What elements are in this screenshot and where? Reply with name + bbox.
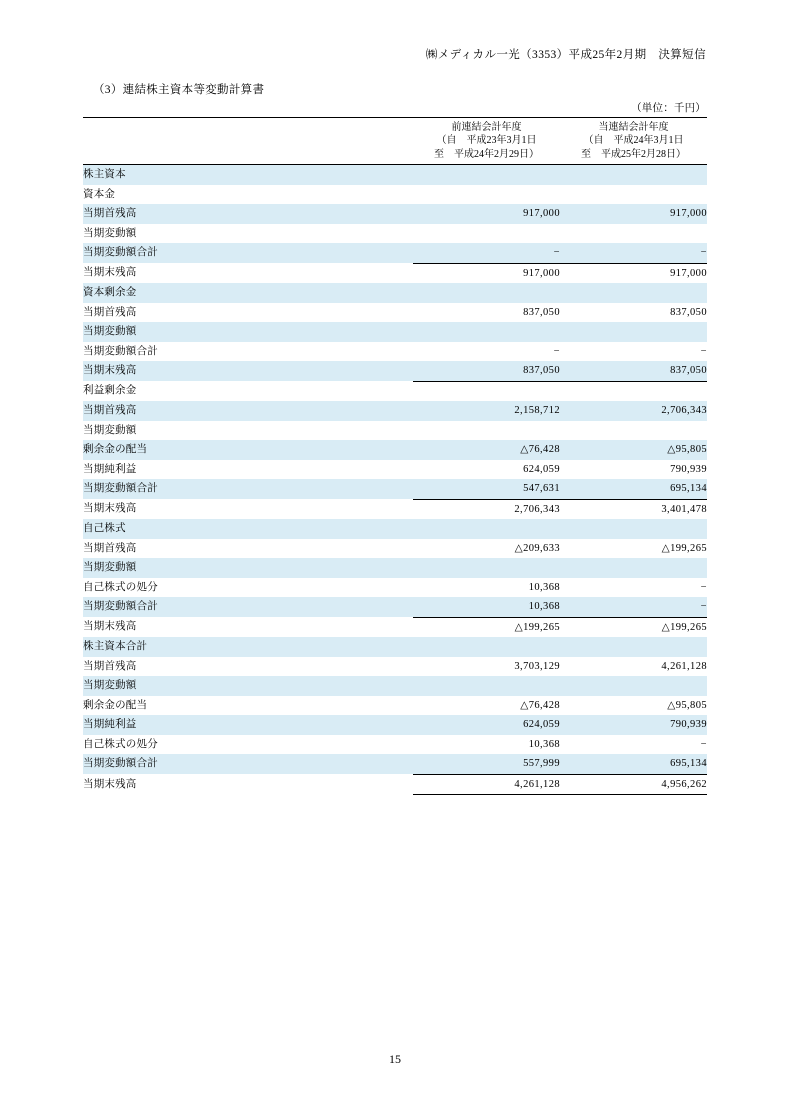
row-label: 当期首残高	[83, 204, 413, 224]
row-label: 当期首残高	[83, 401, 413, 421]
cell-current-period	[560, 322, 707, 342]
cell-current-period	[560, 558, 707, 578]
table-row	[83, 283, 707, 303]
cell-current-period: −	[700, 738, 707, 750]
row-label: 当期変動額	[83, 424, 137, 436]
row-label: 当期末残高	[83, 778, 137, 790]
cell-previous-period: 3,703,129	[514, 660, 560, 672]
table-row	[83, 243, 707, 263]
cell-previous-period: 624,059	[523, 463, 560, 475]
unit-note: （単位：千円）	[631, 103, 706, 114]
header-line: 前連結会計年度	[451, 121, 522, 133]
cell-previous-period: 10,368	[528, 738, 560, 750]
row-label: 当期末残高	[83, 503, 137, 515]
cell-previous-period: 917,000	[413, 204, 560, 224]
header-cell-current-period	[560, 118, 707, 165]
table-row	[83, 440, 707, 460]
statement-of-changes-in-equity-table	[83, 117, 707, 795]
cell-current-period: 695,134	[560, 479, 707, 499]
cell-current-period: 917,000	[670, 267, 707, 279]
cell-previous-period: 10,368	[413, 597, 560, 617]
cell-previous-period	[413, 165, 560, 185]
cell-previous-period: 557,999	[413, 754, 560, 774]
header-line: （自 平成24年3月1日	[583, 135, 684, 147]
cell-previous-period	[413, 637, 560, 657]
row-label: 当期変動額合計	[83, 243, 413, 263]
table-row	[83, 322, 707, 342]
row-label: 当期首残高	[83, 306, 137, 318]
table-row	[83, 696, 707, 716]
cell-current-period: 2,706,343	[560, 401, 707, 421]
cell-previous-period: 2,706,343	[514, 503, 560, 515]
cell-previous-period: 547,631	[413, 479, 560, 499]
row-label: 自己株式の処分	[83, 581, 158, 593]
header-cell-blank	[83, 118, 413, 165]
cell-current-period	[560, 676, 707, 696]
cell-previous-period	[413, 676, 560, 696]
row-label: 当期末残高	[83, 621, 137, 633]
document-header: ㈱メディカル一光（3353）平成25年2月期 決算短信	[425, 49, 706, 61]
row-label: 当期首残高	[83, 542, 137, 554]
row-label: 剰余金の配当	[83, 699, 148, 711]
cell-previous-period: △76,428	[413, 440, 560, 460]
cell-current-period: 4,261,128	[661, 660, 707, 672]
table-row	[83, 754, 707, 774]
table-row	[83, 165, 707, 185]
cell-current-period: △199,265	[661, 621, 707, 633]
cell-previous-period: △76,428	[520, 699, 560, 711]
cell-current-period	[560, 185, 707, 205]
table-row	[83, 637, 707, 657]
table-body	[83, 165, 707, 795]
cell-current-period: △199,265	[661, 542, 707, 554]
cell-current-period	[560, 421, 707, 441]
row-label: 剰余金の配当	[83, 440, 413, 460]
cell-previous-period	[413, 381, 560, 401]
header-line: 至 平成24年2月29日）	[434, 148, 539, 160]
cell-current-period: −	[700, 581, 707, 593]
row-label: 当期変動額	[83, 227, 137, 239]
cell-current-period: 917,000	[560, 204, 707, 224]
cell-current-period: 790,939	[560, 715, 707, 735]
table-row	[83, 421, 707, 441]
table-row	[83, 460, 707, 480]
cell-current-period	[560, 519, 707, 539]
table-row	[83, 657, 707, 677]
cell-current-period: 3,401,478	[661, 503, 707, 515]
header-line: 至 平成25年2月28日）	[581, 148, 686, 160]
cell-current-period: 837,050	[560, 361, 707, 381]
cell-current-period	[560, 637, 707, 657]
table-row	[83, 185, 707, 205]
row-label: 株主資本合計	[83, 637, 413, 657]
cell-previous-period: −	[553, 345, 560, 357]
table-row	[83, 401, 707, 421]
table-row	[83, 735, 707, 755]
table-header	[83, 118, 707, 165]
cell-previous-period	[413, 421, 560, 441]
cell-previous-period	[413, 558, 560, 578]
row-label: 当期純利益	[83, 463, 137, 475]
table-row	[83, 539, 707, 559]
cell-previous-period	[413, 185, 560, 205]
cell-current-period: 695,134	[560, 754, 707, 774]
cell-previous-period: 837,050	[523, 306, 560, 318]
row-label: 当期末残高	[83, 361, 413, 381]
row-label: 当期変動額	[83, 558, 413, 578]
row-label: 当期変動額合計	[83, 754, 413, 774]
cell-previous-period	[413, 283, 560, 303]
row-label: 利益剰余金	[83, 385, 137, 397]
row-label: 当期変動額合計	[83, 597, 413, 617]
table-row	[83, 558, 707, 578]
table-row	[83, 715, 707, 735]
row-label: 当期変動額	[83, 322, 413, 342]
table-row	[83, 499, 707, 519]
cell-current-period	[560, 224, 707, 244]
table-row	[83, 479, 707, 499]
cell-current-period: 790,939	[670, 463, 707, 475]
cell-previous-period: 4,261,128	[413, 774, 560, 795]
header-line: （自 平成23年3月1日	[436, 135, 537, 147]
cell-current-period	[560, 283, 707, 303]
cell-previous-period	[413, 322, 560, 342]
table-row	[83, 263, 707, 283]
page-number: 15	[389, 1052, 401, 1066]
row-label: 当期変動額合計	[83, 479, 413, 499]
cell-current-period	[560, 381, 707, 401]
row-label: 当期首残高	[83, 660, 137, 672]
cell-current-period: −	[560, 597, 707, 617]
cell-previous-period: 10,368	[528, 581, 560, 593]
table-row	[83, 519, 707, 539]
row-label: 株主資本	[83, 165, 413, 185]
section-title: （3）連結株主資本等変動計算書	[93, 84, 265, 96]
table-row	[83, 774, 707, 795]
cell-previous-period: 624,059	[413, 715, 560, 735]
cell-previous-period: 837,050	[413, 361, 560, 381]
cell-current-period: △95,805	[560, 440, 707, 460]
table-row	[83, 342, 707, 362]
header-cell-previous-period	[413, 118, 560, 165]
cell-current-period: −	[560, 243, 707, 263]
table-row	[83, 224, 707, 244]
table-row	[83, 676, 707, 696]
table-row	[83, 617, 707, 637]
cell-current-period	[560, 165, 707, 185]
cell-previous-period	[413, 519, 560, 539]
row-label: 当期純利益	[83, 715, 413, 735]
table-row	[83, 578, 707, 598]
table-header-row	[83, 118, 707, 165]
row-label: 当期変動額	[83, 676, 413, 696]
table-row	[83, 204, 707, 224]
cell-previous-period	[413, 224, 560, 244]
cell-previous-period: −	[413, 243, 560, 263]
cell-previous-period: 917,000	[523, 267, 560, 279]
cell-previous-period: △209,633	[514, 542, 560, 554]
table-row	[83, 597, 707, 617]
row-label: 当期末残高	[83, 267, 137, 279]
table-row	[83, 303, 707, 323]
cell-current-period: −	[700, 345, 707, 357]
row-label: 当期変動額合計	[83, 345, 158, 357]
cell-current-period: △95,805	[667, 699, 707, 711]
header-line: 当連結会計年度	[598, 121, 669, 133]
row-label: 自己株式の処分	[83, 738, 158, 750]
row-label: 資本剰余金	[83, 283, 413, 303]
table-row	[83, 361, 707, 381]
row-label: 資本金	[83, 188, 116, 200]
row-label: 自己株式	[83, 519, 413, 539]
cell-current-period: 4,956,262	[560, 774, 707, 795]
table-row	[83, 381, 707, 401]
cell-current-period: 837,050	[670, 306, 707, 318]
cell-previous-period: 2,158,712	[413, 401, 560, 421]
cell-previous-period: △199,265	[514, 621, 560, 633]
